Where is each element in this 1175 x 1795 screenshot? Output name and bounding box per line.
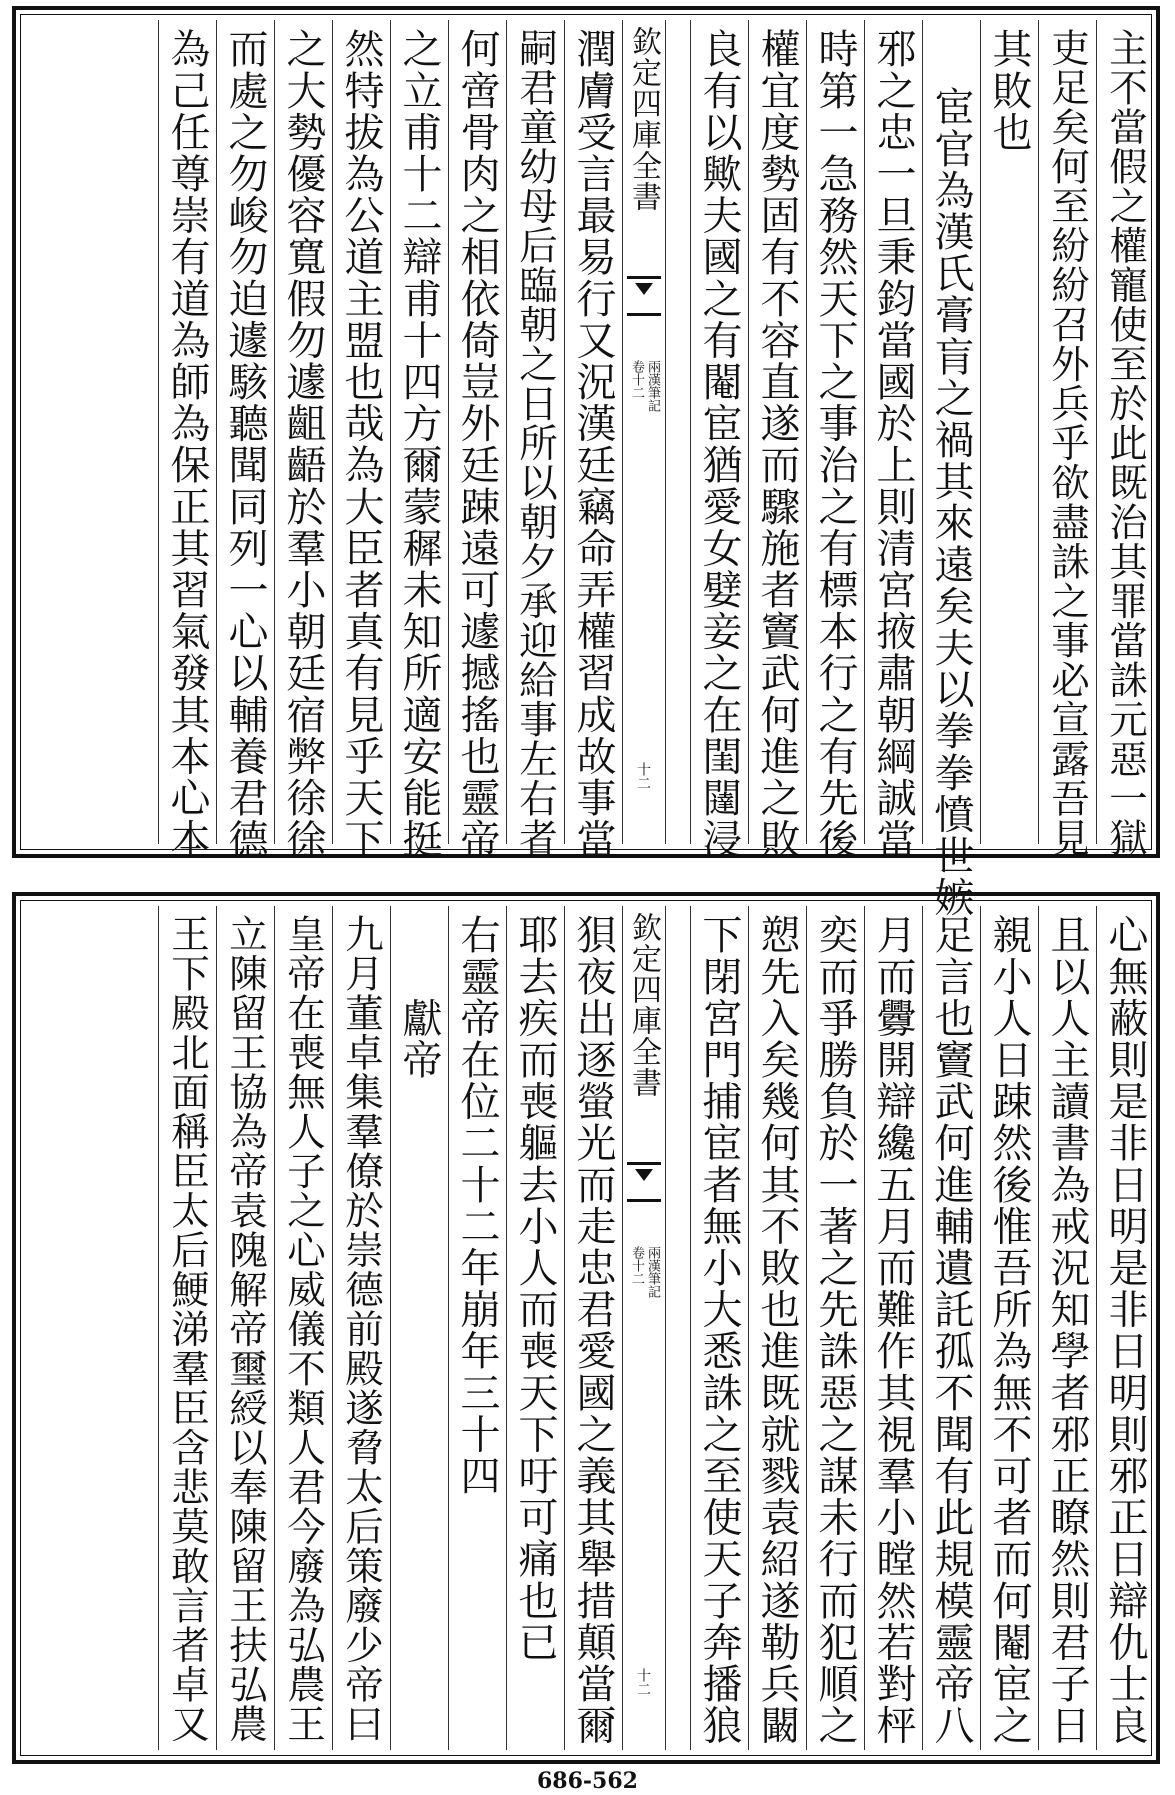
text-column	[390, 906, 448, 1750]
text-column	[216, 20, 274, 860]
column-text: 宦官為漢氏膏肓之禍其來遠矣夫以拳拳憤世嫉	[928, 86, 974, 918]
text-column	[748, 906, 806, 1750]
text-column	[564, 906, 622, 1750]
column-text: 嗣君童幼母后臨朝之日所以朝夕承迎給事左右者	[513, 28, 558, 858]
text-column	[980, 20, 1038, 844]
top-page	[12, 6, 1160, 918]
work-title: 兩漢筆記	[645, 1246, 660, 1298]
volume-label: 卷十二	[629, 360, 644, 399]
column-text: 皇帝在喪無人子之心威儀不類人君今廢為弘農王	[281, 914, 326, 1744]
text-column	[690, 20, 748, 860]
text-column	[448, 20, 506, 860]
text-column	[806, 20, 864, 860]
column-text: 下閉宮門捕宦者無小大悉誅之至使天子奔播狼	[696, 914, 742, 1746]
column-text: 足言也竇武何進輔遺託孤不聞有此規模靈帝八	[928, 914, 974, 1746]
column-text: 狽夜出逐螢光而走忠君愛國之義其舉措顛當爾	[570, 914, 616, 1746]
text-column	[506, 20, 564, 858]
center-fold	[622, 20, 666, 844]
column-text: 為己任尊崇有道為師為保正其習氣發其本心本	[164, 28, 210, 860]
column-text: 主不當假之權寵使至於此既治其罪當誅元惡一獄	[1103, 28, 1148, 858]
column-text: 之立甫十二辯甫十四方爾蒙穉未知所適安能挺	[396, 28, 442, 860]
column-text: 潤膚受言最易行又況漢廷竊命弄權習成故事當	[570, 28, 616, 860]
center-fold	[622, 906, 666, 1750]
text-column	[332, 20, 390, 860]
column-text: 權宜度勢固有不容直遂而驟施者竇武何進之敗	[754, 28, 800, 860]
column-text: 月而釁開辯纔五月而難作其視羣小瞠然若對枰	[870, 914, 916, 1746]
text-column	[922, 906, 980, 1750]
column-text: 九月董卓集羣僚於崇德前殿遂脅太后策廢少帝曰	[339, 914, 384, 1744]
text-column	[864, 20, 922, 860]
book-title: 欽定四庫全書	[626, 912, 661, 1098]
volume-label: 卷十二	[629, 1246, 644, 1285]
column-text: 且以人主讀書為戒況知學者邪正瞭然則君子日	[1044, 914, 1090, 1746]
section-heading: 獻帝	[396, 914, 442, 1081]
text-column	[1096, 906, 1154, 1750]
text-column	[922, 20, 980, 918]
text-column	[158, 906, 216, 1750]
text-column	[564, 20, 622, 860]
column-text: 邪之忠一旦秉鈞當國於上則清宮掖肅朝綱誠當	[870, 28, 916, 860]
fish-tail-mark	[627, 276, 661, 316]
leaf-number: 十二	[635, 1668, 651, 1696]
work-title: 兩漢筆記	[645, 360, 660, 412]
text-column	[806, 906, 864, 1750]
column-text: 耶去疾而喪軀去小人而喪天下吁可痛也已	[512, 914, 558, 1663]
leaf-number: 十二	[635, 762, 651, 790]
text-column	[274, 20, 332, 860]
column-text: 心無蔽則是非日明是非日明則邪正日辯仇士良	[1102, 914, 1148, 1746]
text-column	[1038, 20, 1096, 858]
column-text: 之大勢優容寬假勿遽齟齬於羣小朝廷宿弊徐徐	[280, 28, 326, 860]
column-text: 何啻骨肉之相依倚豈外廷踈遠可遽撼搖也靈帝	[454, 28, 500, 860]
text-column	[274, 906, 332, 1750]
text-column	[864, 906, 922, 1750]
column-text: 時第一急務然天下之事治之有標本行之有先後	[812, 28, 858, 860]
bottom-page	[12, 892, 1160, 1764]
column-text: 親小人日踈然後惟吾所為無不可者而何閹宦之	[986, 914, 1032, 1746]
column-text: 奕而爭勝負於一著之先誅惡之謀未行而犯順之	[812, 914, 858, 1746]
fish-tail-mark	[627, 1162, 661, 1202]
column-text: 愬先入矣幾何其不敗也進既就戮袁紹遂勒兵闞	[754, 914, 800, 1746]
text-column	[332, 906, 390, 1750]
text-column	[690, 906, 748, 1750]
text-column	[980, 906, 1038, 1750]
column-text: 王下殿北面稱臣太后鯁涕羣臣含悲莫敢言者卓又	[165, 914, 210, 1744]
text-column	[158, 20, 216, 860]
column-text: 而處之勿峻勿迫遽駭聽聞同列一心以輔養君德	[222, 28, 268, 860]
text-column	[748, 20, 806, 860]
text-column	[1096, 20, 1154, 858]
text-column	[1038, 906, 1096, 1750]
column-text: 右靈帝在位二十二年崩年三十四	[454, 914, 500, 1497]
text-column	[448, 906, 506, 1750]
column-text: 然特拔為公道主盟也哉為大臣者真有見乎天下	[338, 28, 384, 860]
column-text: 立陳留王協為帝袁隗解帝璽綬以奉陳留王扶弘農	[223, 914, 268, 1744]
column-text: 其敗也	[986, 28, 1032, 153]
column-text: 吏足矣何至紛紛召外兵乎欲盡誅之事必宣露吾見	[1045, 28, 1090, 858]
text-column	[506, 906, 564, 1750]
column-text: 良有以歟夫國之有閹宦猶愛女嬖妾之在閨闥浸	[696, 28, 742, 860]
book-title: 欽定四庫全書	[626, 26, 661, 212]
text-column	[216, 906, 274, 1750]
page-number: 686-562	[537, 1768, 638, 1794]
text-column	[390, 20, 448, 860]
